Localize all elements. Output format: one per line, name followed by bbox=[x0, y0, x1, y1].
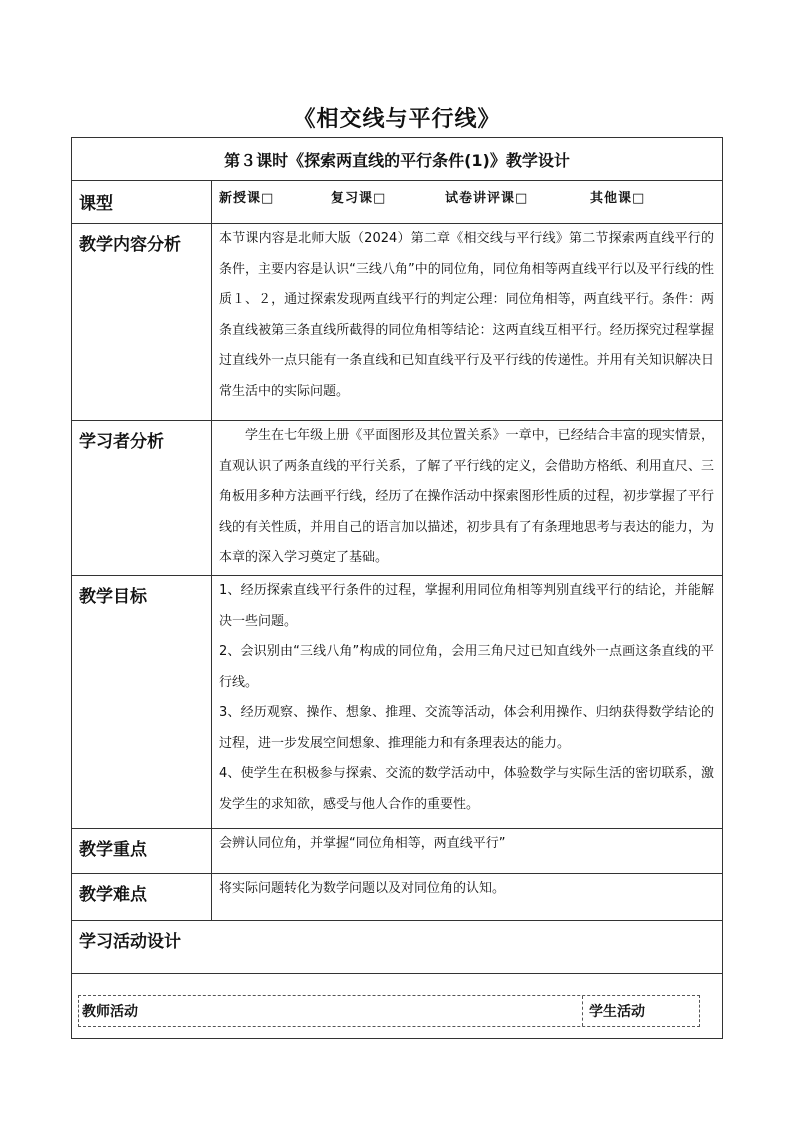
option-review-lesson: 复习课□ bbox=[331, 191, 387, 206]
option-other-lesson: 其他课□ bbox=[590, 191, 646, 206]
key-point-label: 教学重点 bbox=[72, 829, 212, 874]
difficulty-row bbox=[72, 874, 723, 921]
teaching-goals-list bbox=[212, 576, 723, 829]
learner-analysis-text: 学生在七年级上册《平面图形及其位置关系》一章中，已经结合丰富的现实情景，直观认识了两条直线的平行关系，了解了平行线的定义，会借助方格纸、利用直尺、三角板用多种方法画平行线，经历了在操作活动中探索图形性质的过程，初步掌握了平行线的有关性质，并用自己的语言加以描述，初步具有了有条理地思考与表达的能力，为本章的深入学习奠定了基础。 bbox=[212, 421, 723, 576]
lesson-subtitle: 第３课时《探索两直线的平行条件(1)》教学设计 bbox=[72, 138, 723, 181]
option-new-lesson: 新授课□ bbox=[219, 191, 275, 206]
goal-item: 1、经历探索直线平行条件的过程，掌握利用同位角相等判别直线平行的结论，并能解决一些问题。 bbox=[219, 583, 714, 629]
learner-analysis-label: 学习者分析 bbox=[72, 421, 212, 576]
teacher-activity-header: 教师活动 bbox=[79, 996, 583, 1026]
goal-item: 2、会识别由“三线八角”构成的同位角，会用三角尺过已知直线外一点画这条直线的平行线。 bbox=[219, 644, 714, 690]
content-analysis-text: 本节课内容是北师大版（2024）第二章《相交线与平行线》第二节探索两直线平行的条件，主要内容是认识“三线八角”中的同位角，同位角相等两直线平行以及平行线的性质１、２，通过探索发现两直线平行的判定公理：同位角相等，两直线平行。条件：两条直线被第三条直线所截得的同位角相等结论：这两直线互相平行。经历探究过程掌握过直线外一点只能有一条直线和已知直线平行及平行线的传递性。并用有关知识解决日常生活中的实际问题。 bbox=[212, 224, 723, 421]
lesson-type-row bbox=[72, 181, 723, 224]
teaching-goals-row bbox=[72, 576, 723, 829]
activity-design-header-row bbox=[72, 921, 723, 974]
lesson-plan-table bbox=[71, 137, 723, 1039]
difficulty-label: 教学难点 bbox=[72, 874, 212, 921]
learner-analysis-row bbox=[72, 421, 723, 576]
content-analysis-row bbox=[72, 224, 723, 421]
goal-item: 4、使学生在积极参与探索、交流的数学活动中，体验数学与实际生活的密切联系，激发学生的求知欲，感受与他人合作的重要性。 bbox=[219, 766, 714, 812]
difficulty-text: 将实际问题转化为数学问题以及对同位角的认知。 bbox=[212, 874, 723, 921]
activity-design-label: 学习活动设计 bbox=[72, 921, 723, 974]
goal-item: 3、经历观察、操作、想象、推理、交流等活动，体会利用操作、归纳获得数学结论的过程，进一步发展空间想象、推理能力和有条理表达的能力。 bbox=[219, 705, 714, 751]
activity-columns-cell bbox=[72, 974, 723, 1039]
content-analysis-label: 教学内容分析 bbox=[72, 224, 212, 421]
option-exam-review-lesson: 试卷讲评课□ bbox=[445, 191, 529, 206]
lesson-type-label: 课型 bbox=[72, 181, 212, 224]
activity-columns-row bbox=[72, 974, 723, 1039]
key-point-text: 会辨认同位角，并掌握“同位角相等，两直线平行” bbox=[212, 829, 723, 874]
student-activity-header: 学生活动 bbox=[589, 1004, 645, 1020]
key-point-row bbox=[72, 829, 723, 874]
teaching-goals-label: 教学目标 bbox=[72, 576, 212, 829]
activity-columns-box bbox=[78, 995, 700, 1027]
document-title: 《相交线与平行线》 bbox=[293, 106, 501, 132]
lesson-type-options bbox=[212, 181, 723, 224]
